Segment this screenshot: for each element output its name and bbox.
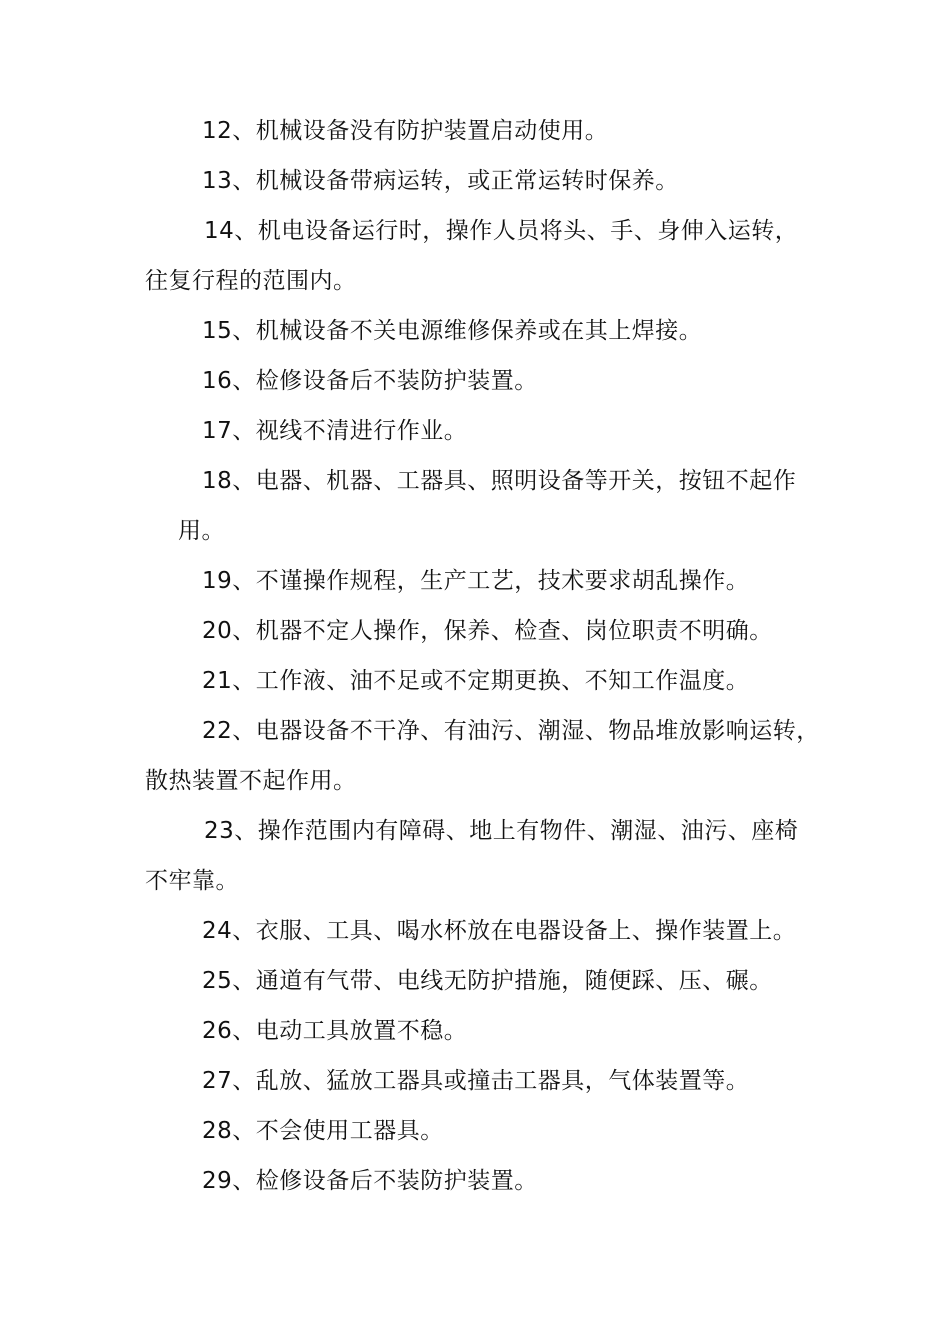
list-item-20: 20、机器不定人操作，保养、检查、岗位职责不明确。 <box>202 618 773 644</box>
list-item-18-line-1: 18、电器、机器、工器具、照明设备等开关，按钮不起作 <box>202 468 797 494</box>
list-item-27: 27、乱放、猛放工器具或撞击工器具，气体装置等。 <box>202 1068 750 1094</box>
list-item-16: 16、检修设备后不装防护装置。 <box>202 368 538 394</box>
list-item-19: 19、不谨操作规程，生产工艺，技术要求胡乱操作。 <box>202 568 750 594</box>
list-item-13: 13、机械设备带病运转，或正常运转时保养。 <box>202 168 679 194</box>
list-item-15: 15、机械设备不关电源维修保养或在其上焊接。 <box>202 318 703 344</box>
list-item-29: 29、检修设备后不装防护装置。 <box>202 1168 538 1194</box>
list-item-12: 12、机械设备没有防护装置启动使用。 <box>202 118 609 144</box>
list-item-14-line-2: 往复行程的范围内。 <box>145 268 357 294</box>
list-item-22-line-2: 散热装置不起作用。 <box>145 768 357 794</box>
list-item-28: 28、不会使用工器具。 <box>202 1118 444 1144</box>
list-item-25: 25、通道有气带、电线无防护措施，随便踩、压、碾。 <box>202 968 773 994</box>
list-item-18-line-2: 用。 <box>178 518 225 544</box>
list-item-22-line-1: 22、电器设备不干净、有油污、潮湿、物品堆放影响运转， <box>202 718 820 744</box>
list-item-17: 17、视线不清进行作业。 <box>202 418 468 444</box>
list-item-23-line-1: 23、操作范围内有障碍、地上有物件、潮湿、油污、座椅 <box>204 818 799 844</box>
list-item-21: 21、工作液、油不足或不定期更换、不知工作温度。 <box>202 668 750 694</box>
list-item-23-line-2: 不牢靠。 <box>145 868 239 894</box>
list-item-26: 26、电动工具放置不稳。 <box>202 1018 468 1044</box>
list-item-14-line-1: 14、机电设备运行时，操作人员将头、手、身伸入运转， <box>204 218 799 244</box>
list-item-24: 24、衣服、工具、喝水杯放在电器设备上、操作装置上。 <box>202 918 797 944</box>
